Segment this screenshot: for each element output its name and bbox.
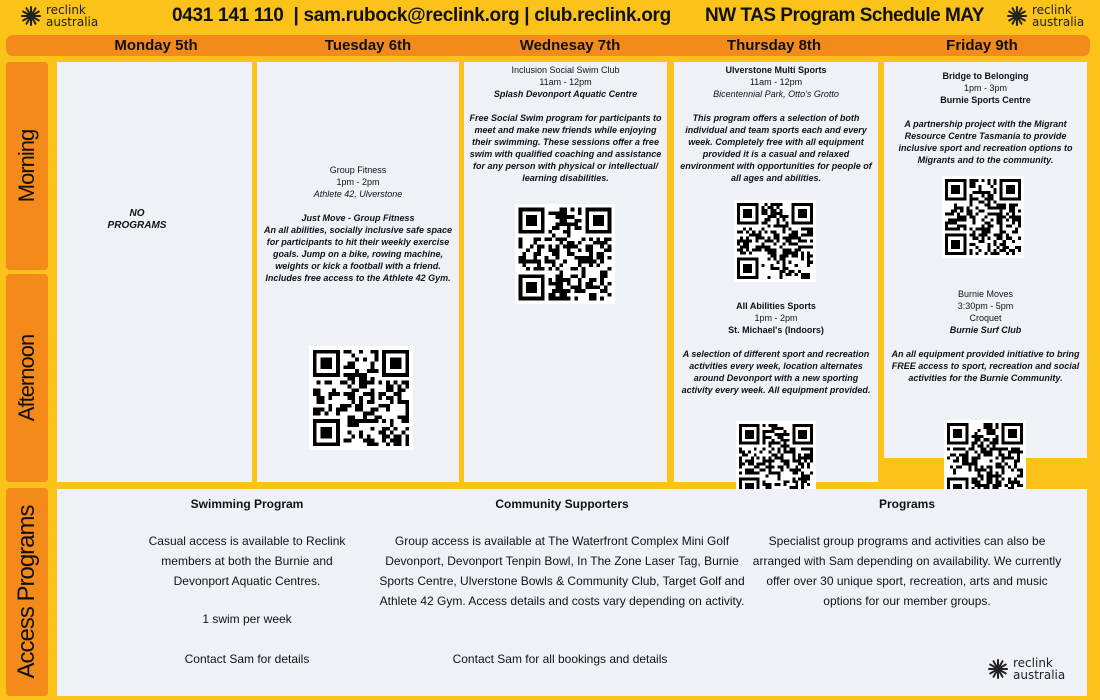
- reclink-starburst-icon: [1006, 5, 1028, 27]
- label-access-programs: Access Programs: [13, 505, 40, 679]
- label-afternoon: Afternoon: [14, 334, 39, 422]
- contact-line: 0431 141 110 | sam.rubock@reclink.org | club.reclink.org: [172, 5, 671, 26]
- friday-pm-program: [888, 288, 1083, 384]
- no-programs-line1: NO: [129, 208, 145, 219]
- qr-code-friday-am[interactable]: [942, 176, 1024, 258]
- program-venue: Athlete 42, Ulverstone: [313, 189, 403, 199]
- program-time: 3:30pm - 5pm: [957, 301, 1014, 311]
- logo-word-bottom: australia: [46, 15, 99, 29]
- qr-code-pattern: [734, 200, 816, 282]
- side-access: [6, 488, 48, 696]
- program-time: 11am - 12pm: [749, 77, 803, 87]
- program-description: This program offers a selection of both individual and team sports each and every week. Completely free with all equipment provided it is a casual and relaxed environment with opportunities for people of all ages and abilities.: [680, 113, 872, 183]
- program-title: Group Fitness: [329, 165, 387, 175]
- reclink-logo-right: [1006, 4, 1084, 28]
- thursday-pm-program: [678, 300, 874, 396]
- monday-cell: [57, 62, 252, 482]
- thursday-am-program: [678, 64, 874, 184]
- program-venue: Burnie Sports Centre: [940, 95, 1031, 105]
- community-supporters-heading: Community Supporters: [495, 497, 629, 511]
- friday-am-program: [888, 70, 1083, 166]
- program-venue: St. Michael's (Indoors): [728, 325, 824, 335]
- program-activity: Croquet: [969, 313, 1002, 323]
- monday-no-programs: [57, 208, 217, 232]
- program-title: Inclusion Social Swim Club: [511, 65, 620, 75]
- side-afternoon: [6, 274, 48, 482]
- programs-text: Specialist group programs and activities can also be arranged with Sam depending on availability. We currently offer over 30 unique sport, recreation, arts and music options for our member groups.: [752, 534, 1062, 608]
- program-title: Burnie Moves: [957, 289, 1014, 299]
- logo-word-bottom: australia: [1013, 668, 1066, 682]
- community-supporters-text: Group access is available at The Waterfront Complex Mini Golf Devonport, Devonport Tenpin Bowl, In The Zone Laser Tag, Burnie Sports Centre, Ulverstone Bowls & Community Club, Target Golf and Athlete 42 Gym. Access details and costs vary depending on activity.: [379, 534, 745, 608]
- day-friday: Friday 9th: [946, 37, 1018, 54]
- program-description: A selection of different sport and recreation activities every week, location alternates around Devonport with a new sporting activity every week. All equipment provided.: [681, 349, 871, 395]
- program-time: 1pm - 2pm: [336, 177, 380, 187]
- program-time: 1pm - 3pm: [963, 83, 1007, 93]
- access-programs-panel: [57, 489, 1087, 696]
- side-morning: [6, 62, 48, 270]
- thursday-cell: [674, 62, 878, 482]
- day-thursday: Thursday 8th: [726, 37, 822, 54]
- reclink-logo-footer: [987, 657, 1065, 681]
- tuesday-cell: [257, 62, 459, 482]
- reclink-starburst-icon: [987, 658, 1009, 680]
- community-supporters-contact: Contact Sam for all bookings and details: [452, 652, 668, 666]
- program-description: Free Social Swim program for participants to meet and make new friends while enjoying their swimming. These sessions offer a free swim with qualified coaching and assistance for any person with physical or intellectual/ learning disabilities.: [469, 113, 662, 183]
- program-description: An all abilities, socially inclusive safe space for participants to hit their weekly exercise goals. Jump on a bike, rowing machine, weights or kick a football with a friend. Includes free access to the Athlete 42 Gym.: [263, 225, 453, 283]
- program-subtitle: Just Move - Group Fitness: [301, 213, 415, 223]
- programs-heading: Programs: [878, 497, 936, 511]
- qr-code-pattern: [515, 204, 615, 304]
- reclink-starburst-icon: [20, 5, 42, 27]
- program-venue: Burnie Surf Club: [949, 325, 1022, 335]
- day-wednesday: Wednesay 7th: [519, 37, 621, 54]
- logo-word-top: reclink: [1032, 3, 1072, 17]
- logo-word-top: reclink: [1013, 656, 1053, 670]
- program-venue: Bicentennial Park, Otto's Grotto: [713, 89, 839, 99]
- qr-code-pattern: [309, 346, 413, 450]
- program-description: An all equipment provided initiative to bring FREE access to sport, recreation and social activities for the Burnie Community.: [891, 349, 1080, 383]
- program-title: All Abilities Sports: [736, 301, 816, 311]
- qr-code-tuesday[interactable]: [309, 346, 413, 450]
- reclink-logo: [20, 4, 98, 28]
- swimming-program-contact: Contact Sam for details: [184, 652, 310, 666]
- program-time: 1pm - 2pm: [754, 313, 798, 323]
- qr-code-pattern: [942, 176, 1024, 258]
- schedule-title: NW TAS Program Schedule MAY: [705, 5, 984, 26]
- program-description: A partnership project with the Migrant Resource Centre Tasmania to provide inclusive sport and recreation options to Migrants and to the community.: [898, 119, 1073, 165]
- tuesday-program: [261, 164, 455, 284]
- friday-cell: [884, 62, 1087, 458]
- day-tuesday: Tuesday 6th: [324, 37, 412, 54]
- wednesday-program: [468, 64, 663, 184]
- logo-word-bottom: australia: [1032, 15, 1085, 29]
- qr-code-wednesday[interactable]: [515, 204, 615, 304]
- no-programs-line2: PROGRAMS: [107, 220, 167, 231]
- page-header: [0, 0, 1100, 36]
- wednesday-cell: [464, 62, 667, 482]
- label-morning: Morning: [14, 129, 39, 203]
- swimming-program-heading: Swimming Program: [190, 497, 304, 511]
- program-venue: Splash Devonport Aquatic Centre: [493, 89, 638, 99]
- logo-word-top: reclink: [46, 3, 86, 17]
- program-title: Bridge to Belonging: [942, 71, 1029, 81]
- day-monday: Monday 5th: [114, 37, 198, 54]
- program-time: 11am - 12pm: [539, 77, 592, 87]
- day-header-bar: [6, 35, 1090, 56]
- swimming-program-frequency: 1 swim per week: [202, 612, 292, 626]
- qr-code-thursday-am[interactable]: [734, 200, 816, 282]
- program-title: Ulverstone Multi Sports: [725, 65, 827, 75]
- swimming-program-text: Casual access is available to Reclink members at both the Burnie and Devonport Aquatic Centres.: [148, 534, 346, 588]
